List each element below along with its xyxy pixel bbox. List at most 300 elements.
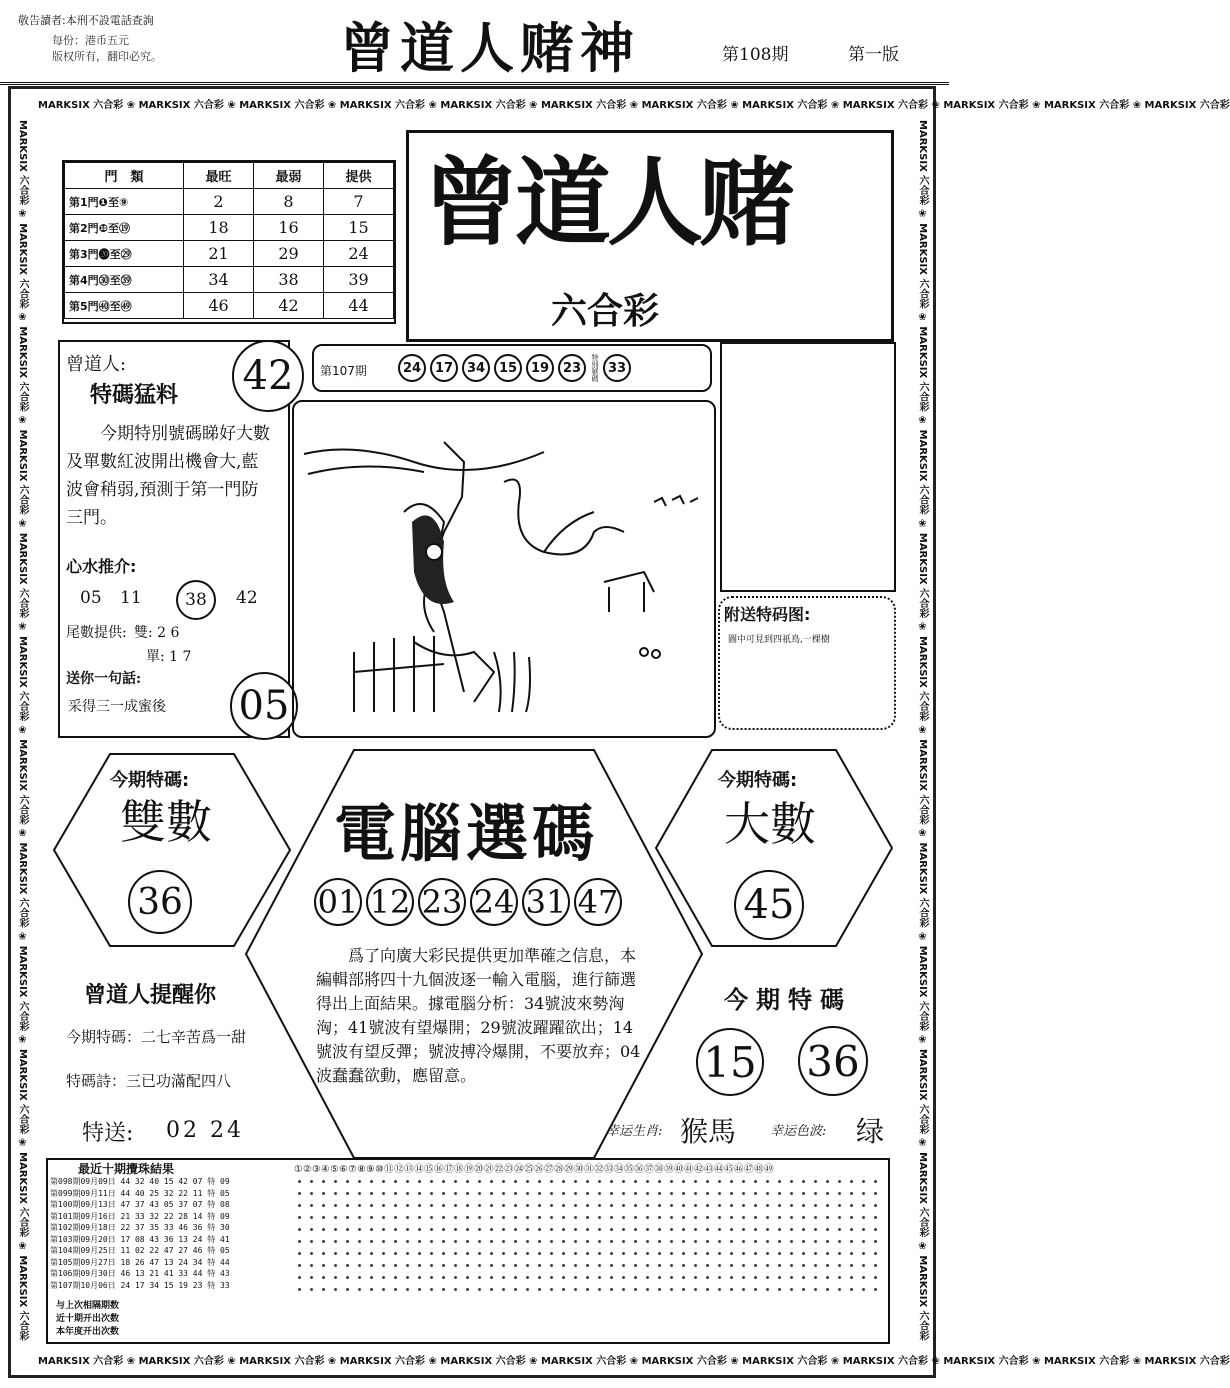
grid-dot bbox=[838, 1204, 841, 1207]
grid-dot bbox=[838, 1228, 841, 1231]
cartoon-frame bbox=[292, 400, 716, 738]
grid-dot bbox=[742, 1240, 745, 1243]
grid-dot bbox=[394, 1192, 397, 1195]
gift-title: 附送特码图: bbox=[724, 605, 811, 624]
grid-dot bbox=[874, 1276, 877, 1279]
grid-dot bbox=[322, 1288, 325, 1291]
grid-dot bbox=[754, 1264, 757, 1267]
grid-dot bbox=[346, 1228, 349, 1231]
table-row bbox=[65, 293, 394, 319]
table-row bbox=[65, 267, 394, 293]
grid-dot bbox=[310, 1252, 313, 1255]
phrase-label: 送你一句話: bbox=[66, 671, 142, 687]
grid-dot bbox=[502, 1264, 505, 1267]
grid-dot bbox=[574, 1240, 577, 1243]
grid-dot bbox=[298, 1264, 301, 1267]
grid-dot bbox=[526, 1240, 529, 1243]
grid-dot bbox=[718, 1288, 721, 1291]
grid-dot bbox=[322, 1204, 325, 1207]
grid-dot bbox=[466, 1288, 469, 1291]
logo-subtitle: 六合彩 bbox=[551, 291, 660, 332]
grid-dot bbox=[802, 1276, 805, 1279]
grid-dot bbox=[682, 1228, 685, 1231]
top-badge: 42 bbox=[232, 340, 304, 412]
grid-dot bbox=[478, 1228, 481, 1231]
grid-dot bbox=[346, 1192, 349, 1195]
grid-dot bbox=[742, 1216, 745, 1219]
grid-dot bbox=[814, 1252, 817, 1255]
gate-label: 第3門⓴至㉙ bbox=[65, 241, 184, 267]
grid-dot bbox=[562, 1276, 565, 1279]
special-label: 特別號碼 bbox=[591, 354, 599, 382]
grid-dot bbox=[298, 1228, 301, 1231]
pick-ball: 12 bbox=[366, 878, 414, 926]
grid-dot bbox=[334, 1240, 337, 1243]
grid-dot bbox=[370, 1264, 373, 1267]
grid-dot bbox=[670, 1204, 673, 1207]
grid-dot bbox=[802, 1216, 805, 1219]
grid-dot bbox=[322, 1192, 325, 1195]
grid-dot bbox=[790, 1276, 793, 1279]
grid-dot bbox=[502, 1288, 505, 1291]
grid-dot bbox=[694, 1228, 697, 1231]
grid-dot bbox=[430, 1288, 433, 1291]
grid-dot bbox=[814, 1216, 817, 1219]
grid-dot bbox=[586, 1288, 589, 1291]
grid-dot bbox=[826, 1192, 829, 1195]
grid-dot bbox=[754, 1216, 757, 1219]
gift-note: 圖中可見到四祇鳥,一棵樹 bbox=[728, 635, 830, 645]
result-ball: 34 bbox=[462, 354, 490, 382]
grid-dot bbox=[490, 1204, 493, 1207]
grid-dot bbox=[562, 1180, 565, 1183]
gate-min: 16 bbox=[254, 215, 324, 241]
grid-dot bbox=[490, 1252, 493, 1255]
grid-dot bbox=[382, 1288, 385, 1291]
grid-dot bbox=[346, 1288, 349, 1291]
grid-dot bbox=[490, 1192, 493, 1195]
price-text: 每份：港币五元 bbox=[52, 34, 129, 47]
grid-dot bbox=[514, 1192, 517, 1195]
grid-dot bbox=[670, 1264, 673, 1267]
grid-dot bbox=[586, 1264, 589, 1267]
grid-dot bbox=[622, 1276, 625, 1279]
gate-label: 第1門❶至⑨ bbox=[65, 189, 184, 215]
grid-dot bbox=[430, 1216, 433, 1219]
grid-dot bbox=[454, 1288, 457, 1291]
history-row: 第106期09月30日 46 13 21 41 33 44 特 43 bbox=[50, 1269, 230, 1278]
gate-max: 46 bbox=[184, 293, 254, 319]
grid-dot bbox=[394, 1252, 397, 1255]
grid-dot bbox=[670, 1276, 673, 1279]
grid-dot bbox=[838, 1288, 841, 1291]
grid-dot bbox=[778, 1240, 781, 1243]
grid-dot bbox=[610, 1240, 613, 1243]
grid-dot bbox=[418, 1192, 421, 1195]
grid-dot bbox=[478, 1192, 481, 1195]
gate-header-row bbox=[65, 163, 394, 189]
grid-dot bbox=[538, 1252, 541, 1255]
grid-dot bbox=[334, 1180, 337, 1183]
grid-dot bbox=[694, 1216, 697, 1219]
grid-dot bbox=[442, 1276, 445, 1279]
grid-dot bbox=[562, 1288, 565, 1291]
grid-dot bbox=[778, 1216, 781, 1219]
result-ball: 17 bbox=[430, 354, 458, 382]
grid-dot bbox=[310, 1192, 313, 1195]
grid-dot bbox=[682, 1216, 685, 1219]
grid-dot bbox=[370, 1252, 373, 1255]
grid-dot bbox=[682, 1180, 685, 1183]
grid-dot bbox=[490, 1180, 493, 1183]
grid-dot bbox=[610, 1276, 613, 1279]
grid-dot bbox=[766, 1192, 769, 1195]
history-title: 最近十期攪珠結果 bbox=[78, 1162, 175, 1176]
pick-ball: 01 bbox=[314, 878, 362, 926]
grid-dot bbox=[718, 1240, 721, 1243]
grid-dot bbox=[850, 1180, 853, 1183]
right-hex-label: 今期特碼: bbox=[718, 770, 798, 791]
grid-dot bbox=[466, 1192, 469, 1195]
grid-dot bbox=[358, 1288, 361, 1291]
gift-box bbox=[720, 342, 896, 592]
gate-offer: 7 bbox=[324, 189, 394, 215]
grid-dot bbox=[874, 1288, 877, 1291]
grid-dot bbox=[310, 1264, 313, 1267]
grid-dot bbox=[478, 1180, 481, 1183]
grid-dot bbox=[586, 1276, 589, 1279]
result-period: 第107期 bbox=[320, 364, 367, 378]
grid-dot bbox=[322, 1228, 325, 1231]
gate-label: 第4門㉚至㊴ bbox=[65, 267, 184, 293]
grid-dot bbox=[658, 1240, 661, 1243]
grid-dot bbox=[706, 1252, 709, 1255]
grid-dot bbox=[538, 1192, 541, 1195]
grid-dot bbox=[694, 1288, 697, 1291]
grid-dot bbox=[874, 1192, 877, 1195]
grid-dot bbox=[394, 1276, 397, 1279]
grid-dot bbox=[826, 1180, 829, 1183]
grid-dot bbox=[862, 1204, 865, 1207]
grid-dot bbox=[550, 1276, 553, 1279]
grid-dot bbox=[358, 1240, 361, 1243]
grid-dot bbox=[418, 1276, 421, 1279]
grid-dot bbox=[658, 1276, 661, 1279]
grid-dot bbox=[838, 1180, 841, 1183]
grid-dot bbox=[298, 1288, 301, 1291]
grid-dot bbox=[442, 1288, 445, 1291]
gate-offer: 39 bbox=[324, 267, 394, 293]
grid-dot bbox=[610, 1192, 613, 1195]
grid-dot bbox=[790, 1240, 793, 1243]
grid-dot bbox=[850, 1288, 853, 1291]
grid-dot bbox=[358, 1204, 361, 1207]
grid-dot bbox=[790, 1288, 793, 1291]
grid-dot bbox=[778, 1204, 781, 1207]
grid-dot bbox=[562, 1240, 565, 1243]
grid-dot bbox=[862, 1288, 865, 1291]
grid-dot bbox=[682, 1252, 685, 1255]
grid-dot bbox=[838, 1240, 841, 1243]
grid-dot bbox=[526, 1204, 529, 1207]
grid-dot bbox=[430, 1228, 433, 1231]
pick-ball: 31 bbox=[522, 878, 570, 926]
gate-label: 第5門㊵至㊾ bbox=[65, 293, 184, 319]
grid-dot bbox=[862, 1216, 865, 1219]
grid-dot bbox=[706, 1180, 709, 1183]
tail-double: 雙: 2 6 bbox=[134, 625, 180, 641]
grid-dot bbox=[658, 1264, 661, 1267]
grid-dot bbox=[646, 1264, 649, 1267]
bottom-badge: 05 bbox=[230, 672, 298, 740]
grid-dot bbox=[730, 1264, 733, 1267]
grid-dot bbox=[550, 1288, 553, 1291]
table-row bbox=[65, 189, 394, 215]
grid-dot bbox=[670, 1180, 673, 1183]
grid-dot bbox=[406, 1228, 409, 1231]
grid-dot bbox=[322, 1252, 325, 1255]
grid-dot bbox=[298, 1240, 301, 1243]
grid-dot bbox=[550, 1252, 553, 1255]
grid-dot bbox=[622, 1288, 625, 1291]
grid-dot bbox=[646, 1192, 649, 1195]
cartoon-illustration bbox=[294, 402, 714, 736]
grid-dot bbox=[610, 1228, 613, 1231]
page-title: 曾道人赌神 bbox=[340, 16, 640, 80]
grid-dot bbox=[790, 1264, 793, 1267]
grid-dot bbox=[454, 1240, 457, 1243]
history-row: 第102期09月18日 22 37 35 33 46 36 特 30 bbox=[50, 1223, 230, 1232]
grid-dot bbox=[814, 1228, 817, 1231]
grid-dot bbox=[706, 1264, 709, 1267]
grid-dot bbox=[562, 1216, 565, 1219]
history-table bbox=[46, 1158, 890, 1344]
history-row: 第101期09月16日 21 33 32 22 28 14 特 09 bbox=[50, 1211, 230, 1221]
grid-dot bbox=[802, 1240, 805, 1243]
grid-dot bbox=[598, 1180, 601, 1183]
grid-dot bbox=[730, 1252, 733, 1255]
grid-dot bbox=[418, 1180, 421, 1183]
grid-dot bbox=[730, 1288, 733, 1291]
grid-dot bbox=[298, 1180, 301, 1183]
history-numbers-header: ①②③④⑤⑥⑦⑧⑨⑩⑪⑫⑬⑭⑮⑯⑰⑱⑲⑳㉑㉒㉓㉔㉕㉖㉗㉘㉙㉚㉛㉜㉝㉞㉟㊱㊲㊳㊴㊵㊶㊷㊸㊹㊺㊻㊼㊽㊾ bbox=[294, 1164, 775, 1175]
gate-header-cell: 最旺 bbox=[184, 163, 254, 189]
grid-dot bbox=[754, 1180, 757, 1183]
left-hex-text: 雙數 bbox=[120, 795, 212, 849]
grid-dot bbox=[310, 1288, 313, 1291]
grid-dot bbox=[502, 1192, 505, 1195]
grid-dot bbox=[646, 1276, 649, 1279]
grid-dot bbox=[490, 1228, 493, 1231]
grid-dot bbox=[766, 1240, 769, 1243]
grid-dot bbox=[370, 1288, 373, 1291]
history-rows bbox=[50, 1176, 290, 1291]
grid-dot bbox=[406, 1288, 409, 1291]
grid-dot bbox=[382, 1276, 385, 1279]
grid-dot bbox=[430, 1264, 433, 1267]
grid-dot bbox=[862, 1240, 865, 1243]
grid-dot bbox=[406, 1276, 409, 1279]
grid-dot bbox=[346, 1276, 349, 1279]
grid-dot bbox=[754, 1252, 757, 1255]
grid-dot bbox=[658, 1216, 661, 1219]
grid-dot bbox=[478, 1252, 481, 1255]
result-ball: 19 bbox=[526, 354, 554, 382]
gate-max: 34 bbox=[184, 267, 254, 293]
grid-dot bbox=[370, 1180, 373, 1183]
grid-dot bbox=[742, 1180, 745, 1183]
grid-dot bbox=[490, 1216, 493, 1219]
grid-dot bbox=[778, 1192, 781, 1195]
grid-dot bbox=[670, 1288, 673, 1291]
grid-dot bbox=[742, 1228, 745, 1231]
grid-dot bbox=[334, 1228, 337, 1231]
grid-dot bbox=[394, 1288, 397, 1291]
gate-header-cell: 門 類 bbox=[65, 163, 184, 189]
grid-dot bbox=[634, 1276, 637, 1279]
grid-dot bbox=[814, 1180, 817, 1183]
grid-dot bbox=[382, 1180, 385, 1183]
grid-dot bbox=[682, 1264, 685, 1267]
grid-dot bbox=[718, 1264, 721, 1267]
grid-dot bbox=[574, 1288, 577, 1291]
grid-dot bbox=[550, 1180, 553, 1183]
gate-max: 18 bbox=[184, 215, 254, 241]
grid-dot bbox=[706, 1276, 709, 1279]
grid-dot bbox=[646, 1288, 649, 1291]
grid-dot bbox=[634, 1240, 637, 1243]
grid-dot bbox=[466, 1180, 469, 1183]
special-gift-numbers: 02 24 bbox=[166, 1118, 244, 1143]
grid-dot bbox=[622, 1240, 625, 1243]
grid-dot bbox=[766, 1216, 769, 1219]
grid-dot bbox=[622, 1264, 625, 1267]
grid-dot bbox=[346, 1216, 349, 1219]
result-bar bbox=[312, 344, 712, 392]
grid-dot bbox=[490, 1264, 493, 1267]
grid-dot bbox=[358, 1252, 361, 1255]
grid-dot bbox=[526, 1192, 529, 1195]
grid-dot bbox=[850, 1228, 853, 1231]
left-strip: MARKSIX 六合彩 ❀ MARKSIX 六合彩 ❀ MARKSIX 六合彩 ❀ MARKSIX 六合彩 ❀ MARKSIX 六合彩 ❀ MARKSIX 六合彩 ❀ MARKSIX 六合彩 ❀ MARKSIX 六合彩 ❀ MARKSIX 六合彩 ❀ MARKSIX 六合彩 ❀ MARKSIX 六合彩 ❀ MARKSIX 六合彩 bbox=[17, 120, 28, 1341]
grid-dot bbox=[514, 1288, 517, 1291]
grid-dot bbox=[742, 1192, 745, 1195]
grid-dot bbox=[670, 1252, 673, 1255]
grid-dot bbox=[586, 1204, 589, 1207]
grid-dot bbox=[778, 1264, 781, 1267]
grid-dot bbox=[550, 1204, 553, 1207]
grid-dot bbox=[610, 1288, 613, 1291]
grid-dot bbox=[826, 1204, 829, 1207]
bottom-strip: MARKSIX 六合彩 ❀ MARKSIX 六合彩 ❀ MARKSIX 六合彩 ❀ MARKSIX 六合彩 ❀ MARKSIX 六合彩 ❀ MARKSIX 六合彩 ❀ MARKSIX 六合彩 ❀ MARKSIX 六合彩 ❀ MARKSIX 六合彩 ❀ MARKSIX 六合彩 ❀ MARKSIX 六合彩 ❀ MARKSIX 六合彩 bbox=[38, 1356, 1230, 1367]
gate-header-cell: 提供 bbox=[324, 163, 394, 189]
grid-dot bbox=[478, 1216, 481, 1219]
grid-dot bbox=[322, 1216, 325, 1219]
tail-single: 單: 1 7 bbox=[146, 649, 192, 665]
grid-dot bbox=[574, 1252, 577, 1255]
grid-dot bbox=[310, 1180, 313, 1183]
notice-text: 敬告讀者:本刑不設電話查詢 bbox=[18, 14, 154, 27]
grid-dot bbox=[742, 1288, 745, 1291]
grid-dot bbox=[454, 1204, 457, 1207]
grid-dot bbox=[538, 1288, 541, 1291]
right-special-ball: 36 bbox=[798, 1026, 868, 1096]
tail-label: 尾數提供: bbox=[66, 625, 127, 641]
grid-dot bbox=[790, 1204, 793, 1207]
remind-line1: 今期特碼：二七辛苦爲一甜 bbox=[66, 1028, 247, 1046]
grid-dot bbox=[754, 1204, 757, 1207]
grid-dot bbox=[346, 1252, 349, 1255]
grid-dot bbox=[298, 1276, 301, 1279]
grid-dot bbox=[838, 1252, 841, 1255]
right-strip: MARKSIX 六合彩 ❀ MARKSIX 六合彩 ❀ MARKSIX 六合彩 ❀ MARKSIX 六合彩 ❀ MARKSIX 六合彩 ❀ MARKSIX 六合彩 ❀ MARKSIX 六合彩 ❀ MARKSIX 六合彩 ❀ MARKSIX 六合彩 ❀ MARKSIX 六合彩 ❀ MARKSIX 六合彩 ❀ MARKSIX 六合彩 bbox=[917, 120, 928, 1341]
grid-dot bbox=[814, 1240, 817, 1243]
grid-dot bbox=[406, 1204, 409, 1207]
grid-dot bbox=[514, 1252, 517, 1255]
grid-dot bbox=[550, 1228, 553, 1231]
grid-dot bbox=[514, 1228, 517, 1231]
grid-dot bbox=[730, 1216, 733, 1219]
grid-dot bbox=[418, 1240, 421, 1243]
grid-dot bbox=[502, 1252, 505, 1255]
grid-dot bbox=[706, 1192, 709, 1195]
header bbox=[0, 0, 949, 85]
grid-dot bbox=[322, 1180, 325, 1183]
grid-dot bbox=[730, 1228, 733, 1231]
grid-dot bbox=[334, 1252, 337, 1255]
grid-dot bbox=[850, 1240, 853, 1243]
grid-dot bbox=[454, 1192, 457, 1195]
grid-dot bbox=[850, 1276, 853, 1279]
result-ball: 15 bbox=[494, 354, 522, 382]
grid-dot bbox=[874, 1264, 877, 1267]
grid-dot bbox=[694, 1192, 697, 1195]
footer-label: 本年度开出次数 bbox=[56, 1327, 120, 1337]
grid-dot bbox=[802, 1288, 805, 1291]
grid-dot bbox=[466, 1216, 469, 1219]
grid-dot bbox=[646, 1252, 649, 1255]
grid-dot bbox=[478, 1264, 481, 1267]
grid-dot bbox=[526, 1216, 529, 1219]
grid-dot bbox=[718, 1192, 721, 1195]
grid-dot bbox=[526, 1228, 529, 1231]
grid-dot bbox=[454, 1252, 457, 1255]
footer-label: 与上次相隔期数 bbox=[56, 1301, 120, 1311]
grid-dot bbox=[874, 1240, 877, 1243]
grid-dot bbox=[502, 1216, 505, 1219]
grid-dot bbox=[334, 1264, 337, 1267]
grid-dot bbox=[430, 1276, 433, 1279]
grid-dot bbox=[622, 1192, 625, 1195]
grid-dot bbox=[694, 1276, 697, 1279]
grid-dot bbox=[346, 1204, 349, 1207]
grid-dot bbox=[382, 1240, 385, 1243]
grid-dot bbox=[310, 1216, 313, 1219]
grid-dot bbox=[430, 1180, 433, 1183]
grid-dot bbox=[718, 1276, 721, 1279]
grid-dot bbox=[382, 1216, 385, 1219]
grid-dot bbox=[574, 1204, 577, 1207]
grid-dot bbox=[466, 1264, 469, 1267]
grid-dot bbox=[502, 1240, 505, 1243]
grid-dot bbox=[826, 1288, 829, 1291]
special-ball: 33 bbox=[603, 354, 631, 382]
grid-dot bbox=[394, 1180, 397, 1183]
grid-dot bbox=[466, 1204, 469, 1207]
table-row bbox=[65, 215, 394, 241]
grid-dot bbox=[586, 1216, 589, 1219]
grid-dot bbox=[514, 1216, 517, 1219]
